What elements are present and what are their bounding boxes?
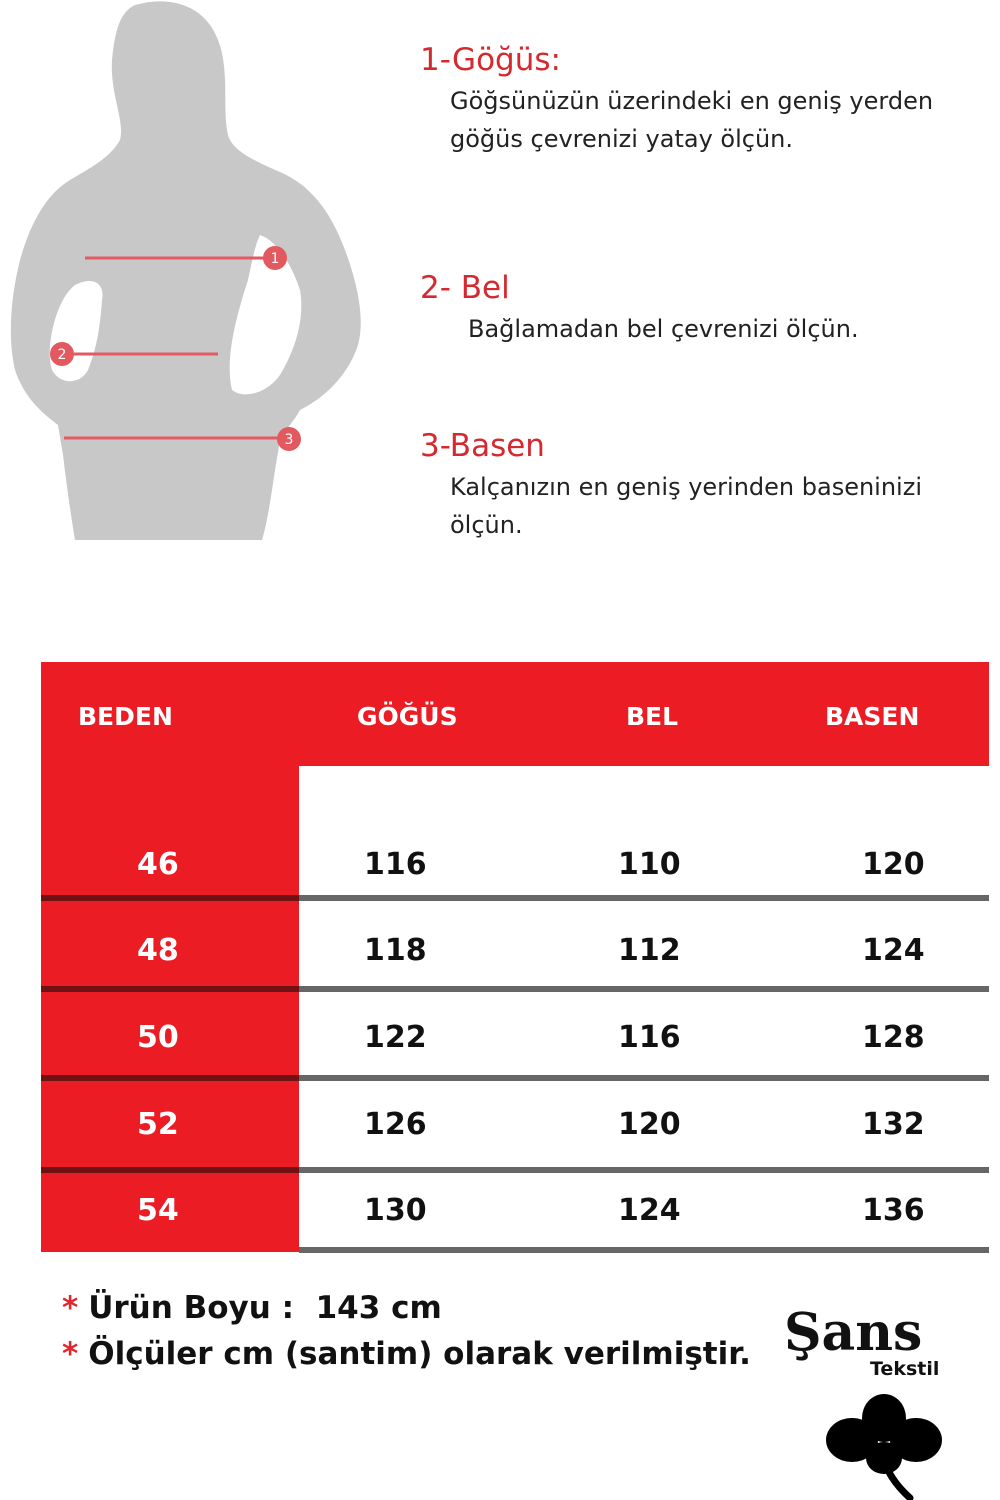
hip-cell: 124 — [862, 933, 925, 968]
bust-cell: 122 — [364, 1020, 427, 1055]
brand-sub: Tekstil — [870, 1358, 940, 1380]
note-text: Ölçüler cm (santim) olarak verilmiştir. — [88, 1336, 751, 1372]
row-divider — [41, 1075, 299, 1081]
size-cell: 52 — [137, 1107, 179, 1142]
bust-cell: 126 — [364, 1107, 427, 1142]
waist-cell: 116 — [618, 1020, 681, 1055]
waist-cell: 120 — [618, 1107, 681, 1142]
size-cell: 50 — [137, 1020, 179, 1055]
bust-desc-line-1: Göğsünüzün üzerindeki en geniş yerden — [450, 87, 934, 115]
size-cell: 48 — [137, 933, 179, 968]
waist-cell: 112 — [618, 933, 681, 968]
header-gogus: GÖĞÜS — [357, 702, 458, 731]
header-beden: BEDEN — [78, 702, 173, 731]
row-divider — [299, 895, 989, 901]
hip-desc-line-2: ölçün. — [450, 511, 523, 539]
note-product-length — [62, 1285, 751, 1331]
waist-cell: 110 — [618, 847, 681, 882]
row-divider — [41, 895, 299, 901]
note-text: Ürün Boyu : 143 cm — [88, 1290, 442, 1326]
size-table — [41, 662, 989, 1252]
hip-cell: 132 — [862, 1107, 925, 1142]
svg-text:1: 1 — [270, 251, 280, 267]
waist-title: 2- Bel — [420, 270, 510, 306]
hip-instruction — [420, 428, 922, 544]
note-units — [62, 1331, 751, 1377]
bust-cell: 116 — [364, 847, 427, 882]
body-silhouette — [11, 1, 361, 540]
row-divider — [299, 986, 989, 992]
bust-cell: 118 — [364, 933, 427, 968]
svg-text:3: 3 — [284, 432, 294, 448]
brand-name: Şans — [784, 1302, 923, 1363]
waist-cell: 124 — [618, 1193, 681, 1228]
notes — [62, 1285, 751, 1377]
hip-cell: 136 — [862, 1193, 925, 1228]
bust-cell: 130 — [364, 1193, 427, 1228]
bust-title: 1-Göğüs: — [420, 42, 561, 78]
svg-text:2: 2 — [57, 347, 67, 363]
row-divider — [299, 1167, 989, 1173]
bust-desc-line-2: göğüs çevrenizi yatay ölçün. — [450, 125, 793, 153]
row-divider — [41, 1167, 299, 1173]
header-basen: BASEN — [825, 702, 920, 731]
waist-desc-line-1: Bağlamadan bel çevrenizi ölçün. — [468, 315, 859, 343]
table-header — [41, 662, 989, 766]
size-cell: 54 — [137, 1193, 179, 1228]
note-asterisk: * — [62, 1290, 79, 1326]
waist-marker — [50, 342, 74, 366]
size-cell: 46 — [137, 847, 179, 882]
row-divider — [41, 986, 299, 992]
clover-icon — [826, 1394, 942, 1498]
body-silhouette-figure — [0, 0, 380, 540]
hip-desc-line-1: Kalçanızın en geniş yerinden baseninizi — [450, 473, 922, 501]
table-bottom-border — [299, 1247, 989, 1253]
bust-instruction — [420, 42, 933, 158]
size-column-background — [41, 766, 299, 1252]
brand-logo — [780, 1290, 990, 1500]
row-divider — [299, 1075, 989, 1081]
note-asterisk: * — [62, 1336, 79, 1372]
header-bel: BEL — [626, 702, 679, 731]
hip-title: 3-Basen — [420, 428, 545, 464]
waist-instruction — [420, 270, 859, 348]
hip-cell: 128 — [862, 1020, 925, 1055]
bust-marker — [263, 246, 287, 270]
hip-cell: 120 — [862, 847, 925, 882]
hip-marker — [277, 427, 301, 451]
